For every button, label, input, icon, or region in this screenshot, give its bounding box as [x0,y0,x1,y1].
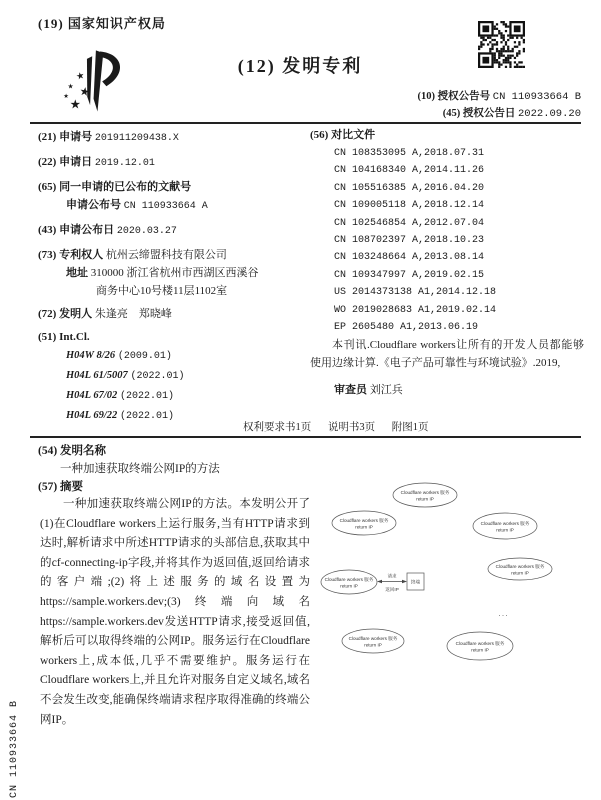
int-cl-block [38,328,306,426]
application-publication-date-value: 2020.03.27 [116,226,177,237]
qr-code [478,21,525,68]
application-number-label: (21) 申请号 [38,131,93,143]
citation: EP 2605480 A1,2013.06.19 [334,322,479,334]
document-pages-info [243,419,443,434]
abstract-figure [320,481,592,686]
int-cl-entry [38,346,306,366]
document-type-title: (12) 发明专利 [237,56,363,76]
worker-node [342,629,404,653]
svg-text:return IP: return IP [471,647,489,653]
citation: CN 108353095 A,2018.07.31 [334,148,485,159]
grant-date-label: (45) 授权公告日 [442,108,516,119]
grant-publication-date [443,105,581,120]
bibliographic-left-column [38,128,306,431]
invention-title: 一种加速获取终端公网IP的方法 [60,463,220,475]
application-date-value: 2019.12.01 [94,158,155,169]
inventors-label: (72) 发明人 [38,308,93,320]
citation: CN 108702397 A,2018.10.23 [334,235,485,247]
int-cl-date: (2022.01) [119,391,174,402]
patentee-label: (73) 专利权人 [38,249,104,261]
address-label: 地址 [66,267,88,279]
issuing-office-title: (19) 国家知识产权局 [38,16,166,31]
application-publication-date-label: (43) 申请公布日 [38,224,115,236]
worker-node [321,570,377,594]
application-publication-date [38,221,306,241]
prior-publication-number-value: CN 110933664 A [123,201,208,212]
citation: CN 109347997 A,2019.02.15 [334,269,485,281]
svg-text:Cloudflare workers 服务: Cloudflare workers 服务 [400,490,450,495]
arrow-return-label: 返回IP [385,587,399,592]
prior-publication-number-label: 申请公布号 [66,199,121,211]
patentee-line [38,246,306,264]
svg-text:Cloudflare workers 服务: Cloudflare workers 服务 [480,521,530,526]
vertical-document-id: CN 110933664 B [9,699,20,798]
svg-text:★: ★ [75,70,86,83]
svg-text:Cloudflare workers 服务: Cloudflare workers 服务 [339,518,389,523]
prior-publication-label: (65) 同一申请的已公布的文献号 [38,181,192,193]
examiner-label: 审查员 [334,384,367,397]
int-cl-entry [38,366,306,386]
svg-text:★: ★ [67,82,74,91]
svg-text:return IP: return IP [355,524,373,530]
worker-node [473,513,537,539]
prior-publication [38,178,306,216]
int-cl-code: H04L 61/5007 [66,370,128,381]
address-value-line2: 商务中心10号楼11层1102室 [96,285,228,297]
int-cl-code: H04W 8/26 [66,350,116,361]
grant-date-value: 2022.09.20 [517,108,581,120]
int-cl-date: (2022.01) [130,371,185,382]
address-value-line1: 310000 浙江省杭州市西湖区西溪谷 [90,267,259,279]
examiner-name: 刘江兵 [369,384,403,397]
citation: WO 2019028683 A1,2019.02.14 [334,304,497,316]
svg-text:Cloudflare workers 服务: Cloudflare workers 服务 [348,636,398,641]
nonpatent-citation: 本刊讯.Cloudflare workers让所有的开发人员都能够使用边缘计算.《电子产品可靠性与环境试验》.2019, [310,339,584,369]
int-cl-entry [38,386,306,406]
citation: CN 104168340 A,2014.11.26 [334,165,485,177]
svg-text:★: ★ [78,83,92,100]
drawings-pages: 附图1页 [391,422,429,433]
application-number [38,128,306,148]
svg-text:★: ★ [63,92,69,100]
svg-text:Cloudflare workers 服务: Cloudflare workers 服务 [455,641,505,646]
citation: CN 105516385 A,2016.04.20 [334,182,485,194]
int-cl-date: (2009.01) [117,351,172,362]
patentee-block [38,246,306,300]
svg-text:return IP: return IP [496,527,514,533]
claims-pages: 权利要求书1页 [243,422,312,433]
description-pages: 说明书3页 [327,422,376,433]
int-cl-label: (51) Int.Cl. [38,331,90,343]
svg-text:return IP: return IP [364,642,382,648]
svg-text:return IP: return IP [340,583,358,589]
application-date [38,153,306,173]
grant-number-label: (10) 授权公告号 [417,91,491,102]
ellipsis-marker: . . . [498,610,508,618]
abstract-text: 一种加速获取终端公网IP的方法。本发明公开了(1)在Cloudflare workers上运行服务,当有HTTP请求到达时,解析请求中所述HTTP请求的头部信息,获取其中的cf-connecting-ip字段,并将其作为返回值,返回给请求的客户端;(2)将上述服务的域名设置为https://sample.workers.dev;(3)终端向域名https://sample.workers.dev发送HTTP请求,接受返回值,解析后可以取得终端的公网IP。服务运行在Cloudflare workers上,成本低,几乎不需要维护。服务运行在Cloudflare workers上,并且允许对服务自定义域名,域名不会发生改变,能确保终端请求程序取得准确的终端公网IP。 [40,498,310,726]
section-divider [30,436,581,438]
application-number-value: 201911209438.X [94,133,179,144]
citation: CN 109005118 A,2018.12.14 [334,200,485,212]
svg-text:★: ★ [69,96,81,112]
worker-node [447,632,513,660]
examiner-line [310,381,584,397]
svg-text:return IP: return IP [511,570,529,576]
cnipa-logo-icon [58,46,138,118]
inventors [38,305,306,323]
worker-node [488,558,552,580]
int-cl-code: H04L 69/22 [66,410,118,421]
svg-text:终端: 终端 [410,579,421,585]
application-date-label: (22) 申请日 [38,156,93,168]
citation: CN 103248664 A,2013.08.14 [334,252,485,264]
terminal-node [407,573,424,590]
svg-text:Cloudflare workers 服务: Cloudflare workers 服务 [495,564,545,569]
abstract-label: (57) 摘要 [38,481,84,493]
request-arrow [377,580,407,584]
citation: US 2014373138 A1,2014.12.18 [334,287,497,299]
arrow-request-label: 请求 [387,573,397,579]
int-cl-code: H04L 67/02 [66,390,118,401]
citations-label: (56) 对比文件 [310,129,376,141]
patentee-value: 杭州云缔盟科技有限公司 [105,249,227,261]
bibliographic-right-column [310,126,584,397]
int-cl-date: (2022.01) [119,411,174,422]
worker-node [393,483,457,507]
patentee-address-line2 [38,282,306,300]
citation: CN 102546854 A,2012.07.04 [334,217,485,229]
header-divider [30,122,581,124]
inventors-value: 朱逢亮 郑晓峰 [94,308,172,320]
grant-number-value: CN 110933664 B [492,91,581,103]
patentee-address-line1 [38,264,306,282]
worker-node [332,511,396,535]
grant-publication-number [418,88,581,103]
prior-publication-number [38,196,306,216]
svg-text:Cloudflare workers 服务: Cloudflare workers 服务 [324,577,374,582]
svg-text:return IP: return IP [416,496,434,502]
invention-title-label: (54) 发明名称 [38,445,107,457]
